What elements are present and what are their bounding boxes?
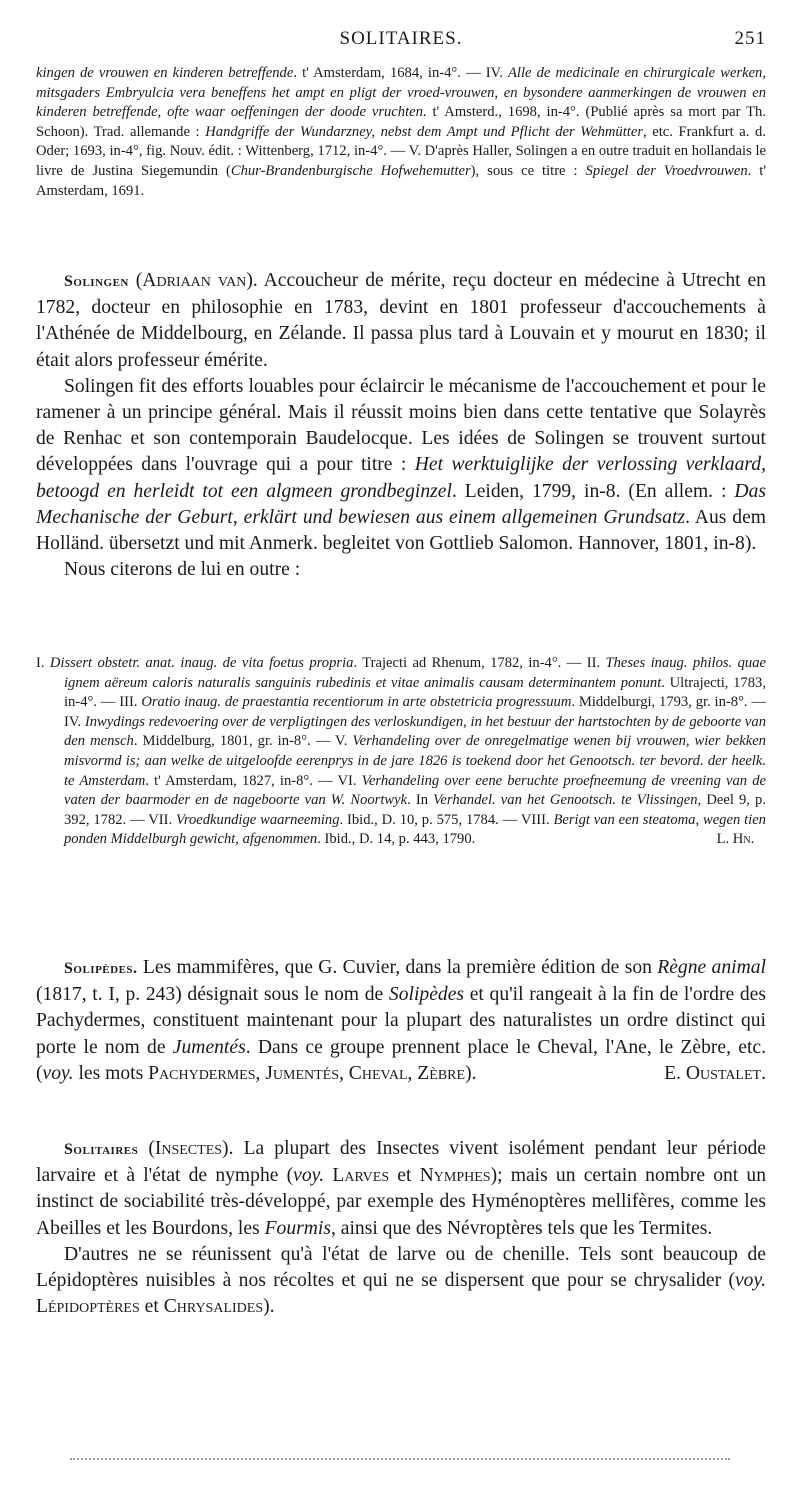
solingen-para-3: Nous citerons de lui en outre :	[64, 559, 301, 581]
solipedes-text-5: les mots	[73, 1062, 149, 1084]
work-7-title: Vroedkundige waarneeming	[176, 811, 340, 828]
solipedes-text-4: . Dans ce groupe prennent place le Cheval, l'Ane, le Zèbre, etc. (	[36, 1036, 766, 1084]
work-1-ref: . Trajecti ad Rhenum, 1782, in-4°. —	[353, 655, 587, 671]
work-4-ref: . Middelburg, 1801, gr. in-8°. — V.	[133, 733, 353, 750]
signature-solipedes: E. Oustalet.	[664, 1062, 766, 1084]
solipedes-text-2: (1817, t. I, p. 243) désignait sous le nom de	[36, 984, 389, 1006]
work-4-title: Inwydings redevoering over de verpligtingen des verloskundigen, in het bestuur der hartstochten by de geboorte van den mensch	[64, 713, 766, 750]
carryover-bibliography	[36, 64, 766, 201]
signature-solingen: L. Hn.	[716, 831, 755, 848]
carryover-title-2: Alle de medicinale en chirurgicale werken, mitsgaders Embryulcia vera beneffens het ampt en pligt der vroed-vrouwen, en bysondere aanmerkingen de vrouwen en kinderen betreffende, ofte waar oeffeningen der doode vruchten	[36, 65, 767, 121]
carryover-text-3: , etc. Frankfurt a. d. Oder; 1693, in-4°, fig. Nouv. édit. : Wittenberg, 1712, in-4°. — V. D'après Haller, Solingen a en outre traduit en hollandais le livre de Justina Siegemundin (	[36, 123, 767, 179]
carryover-text-1: . t' Amsterdam, 1684, in-4°. — IV.	[293, 65, 508, 81]
solitaires-lepidopteres: Lépidoptères	[36, 1296, 140, 1318]
solitaires-text-1: La plupart des Insectes vivent isolément pendant leur période larvaire et à l'état de nymphe (	[36, 1138, 766, 1187]
work-2-title: Theses inaug. philos. quae ignem aëreum caloris naturalis sanguinis rubedinis et vitae animalis causam determinantem ponunt	[64, 655, 766, 691]
solingen-forename: (Adriaan van).	[135, 270, 258, 291]
work-6-source: , Deel 9, p. 392, 1782. — VII.	[64, 792, 766, 828]
solitaires-et-2: et	[139, 1296, 164, 1318]
solitaires-chrysalides: Chrysalides	[163, 1296, 264, 1318]
carryover-text-4: ), sous ce titre :	[470, 162, 586, 179]
solipedes-voy: voy.	[42, 1062, 74, 1084]
work-8-ref: . Ibid., D. 14, p. 443, 1790.	[317, 831, 476, 848]
solitaires-text-end: ).	[263, 1296, 275, 1318]
headword-solingen: Solingen	[64, 273, 129, 290]
solipedes-text-1: Les mammifères, que G. Cuvier, dans la première édition de son	[142, 957, 658, 978]
running-title: SOLITAIRES.	[339, 28, 463, 49]
solipedes-regne-animal: Règne animal	[657, 957, 766, 978]
carryover-title-1: kingen de vrouwen en kinderen betreffende	[36, 65, 294, 81]
work-6-journal: Verhandel. van het Genootsch. te Vlissingen	[433, 792, 698, 809]
solitaires-nymphes: Nymphes	[419, 1165, 491, 1187]
solingen-para-2a: Solingen fit des efforts louables pour éclaircir le mécanisme de l'accouchement et pour le ramener à un principe général. Mais il réussit moins bien dans cette tentative que Solayrès de Renhac et son contemporain Baudelocque. Les idées de Solingen se trouvent surtout développées dans l'ouvrage qui a pour titre :	[36, 375, 766, 476]
solipedes-text-3: et qu'il rangeait à la fin de l'ordre des Pachydermes, constituent maintenant pour la plupart des naturalistes un ordre distinct qui porte le nom de	[36, 984, 766, 1058]
headword-solitaires: Solitaires	[64, 1141, 139, 1158]
work-1-title: Dissert obstetr. anat. inaug. de vita foetus propria	[49, 655, 354, 671]
solitaires-voy-1: voy.	[293, 1165, 325, 1187]
solingen-work-title: Het werktuiglijke der verlossing verklaard, betoogd en herleidt tot een algmeen grondbeginzel	[36, 454, 766, 502]
solipedes-crossrefs: Pachydermes, Jumentés, Cheval, Zèbre	[148, 1062, 466, 1084]
solitaires-larves: Larves	[332, 1165, 390, 1187]
work-6-ref: . In	[407, 792, 434, 809]
solitaires-category: (Insectes).	[148, 1138, 234, 1159]
solitaires-text-2: ); mais un certain nombre ont un instinct de sociabilité très-développé, par exemple des Hyménoptères mellifères, comme les Abeilles et les Bourdons, les	[36, 1165, 767, 1239]
entry-solitaires	[36, 1136, 766, 1320]
solingen-para-2e: . Aus dem Holländ. übersetzt und mit Anmerk. begleitet von Gottlieb Salomon. Hannover, 1801, in-8).	[36, 506, 767, 555]
carryover-title-3: Handgriffe der Wundarzney, nebst dem Ampt und Pflicht der Wehmütter	[205, 123, 643, 140]
solingen-work-german: Das Mechanische der Geburt, erklärt und bewiesen aus einem allgemeinen Grundsatz	[36, 480, 766, 528]
work-1-num: I.	[36, 655, 50, 671]
page-number: 251	[734, 28, 766, 49]
carryover-title-5: Spiegel der Vroedvrouwen	[585, 162, 748, 179]
carryover-text-5: . t' Amsterdam, 1691.	[36, 162, 766, 199]
solingen-para-2c: . Leiden, 1799, in-8. (En allem. :	[451, 480, 735, 502]
solipedes-term: Solipèdes	[388, 984, 465, 1006]
solipedes-jumentes: Jumentés	[172, 1036, 246, 1058]
solitaires-et-1: et	[389, 1165, 420, 1187]
work-3-title: Oratio inaug. de praestantia recentiorum in arte obstetricia progressuum	[141, 694, 572, 711]
work-7-ref: . Ibid., D. 10, p. 575, 1784. — VIII.	[339, 811, 554, 828]
entry-solipedes	[36, 955, 766, 1087]
running-header	[36, 28, 766, 54]
work-6-title: Verhandeling over eene beruchte proefneemung de vreening van de vaten der baarmoder en de nageboorte van W. Noortwyk	[64, 772, 766, 809]
work-5-ref: . t' Amsterdam, 1827, in-8°. — VI.	[145, 772, 362, 789]
solitaires-voy-2: voy.	[734, 1270, 766, 1292]
solingen-para-1: Accoucheur de mérite, reçu docteur en médecine à Utrecht en 1782, docteur en philosophie en 1783, devint en 1801 professeur d'accouchements à l'Athénée de Middelbourg, en Zélande. Il passa plus tard à Louvain et y mourut en 1830; il était alors professeur émérite.	[36, 270, 766, 371]
work-5-title: Verhandeling over de onregelmatige wenen bij vrouwen, wier bekken misvormd is; aan welke de uitgeloofde eerenprys in de jare 1826 is toekend door het Genootsch. ter bevord. der heelk. te Amsterdam	[64, 733, 766, 789]
carryover-title-4: Chur-Brandenburgische Hofwehemutter	[230, 162, 471, 179]
solitaires-para2-text: D'autres ne se réunissent qu'à l'état de larve ou de chenille. Tels sont beaucoup de Lépidoptères nuisibles à nos récoltes et qui ne se dispersent que pour se chrysalider (	[36, 1243, 766, 1292]
headword-solipedes: Solipèdes.	[64, 960, 138, 977]
entry-solingen	[36, 268, 766, 583]
bleed-through-rule	[70, 1458, 730, 1460]
work-2-ref: . Ultrajecti, 1783, in-4°. — III.	[64, 674, 766, 711]
solipedes-text-6: ).	[465, 1062, 477, 1084]
solitaires-text-3: , ainsi que des Névroptères tels que les Termites.	[330, 1217, 713, 1239]
work-8-title: Berigt van een steatoma, wegen tien ponden Middelburgh gewicht, afgenommen	[64, 811, 766, 848]
work-2-num: II.	[586, 655, 606, 671]
work-4-num: IV.	[64, 713, 85, 730]
solingen-works-list	[36, 654, 766, 850]
solitaires-fourmis: Fourmis	[264, 1217, 331, 1239]
carryover-text-2: . t' Amsterd., 1698, in-4°. (Publié après sa mort par Th. Schoon). Trad. allemande :	[36, 104, 766, 140]
work-3-ref: . Middelburgi, 1793, gr. in-8°. —	[571, 694, 766, 711]
